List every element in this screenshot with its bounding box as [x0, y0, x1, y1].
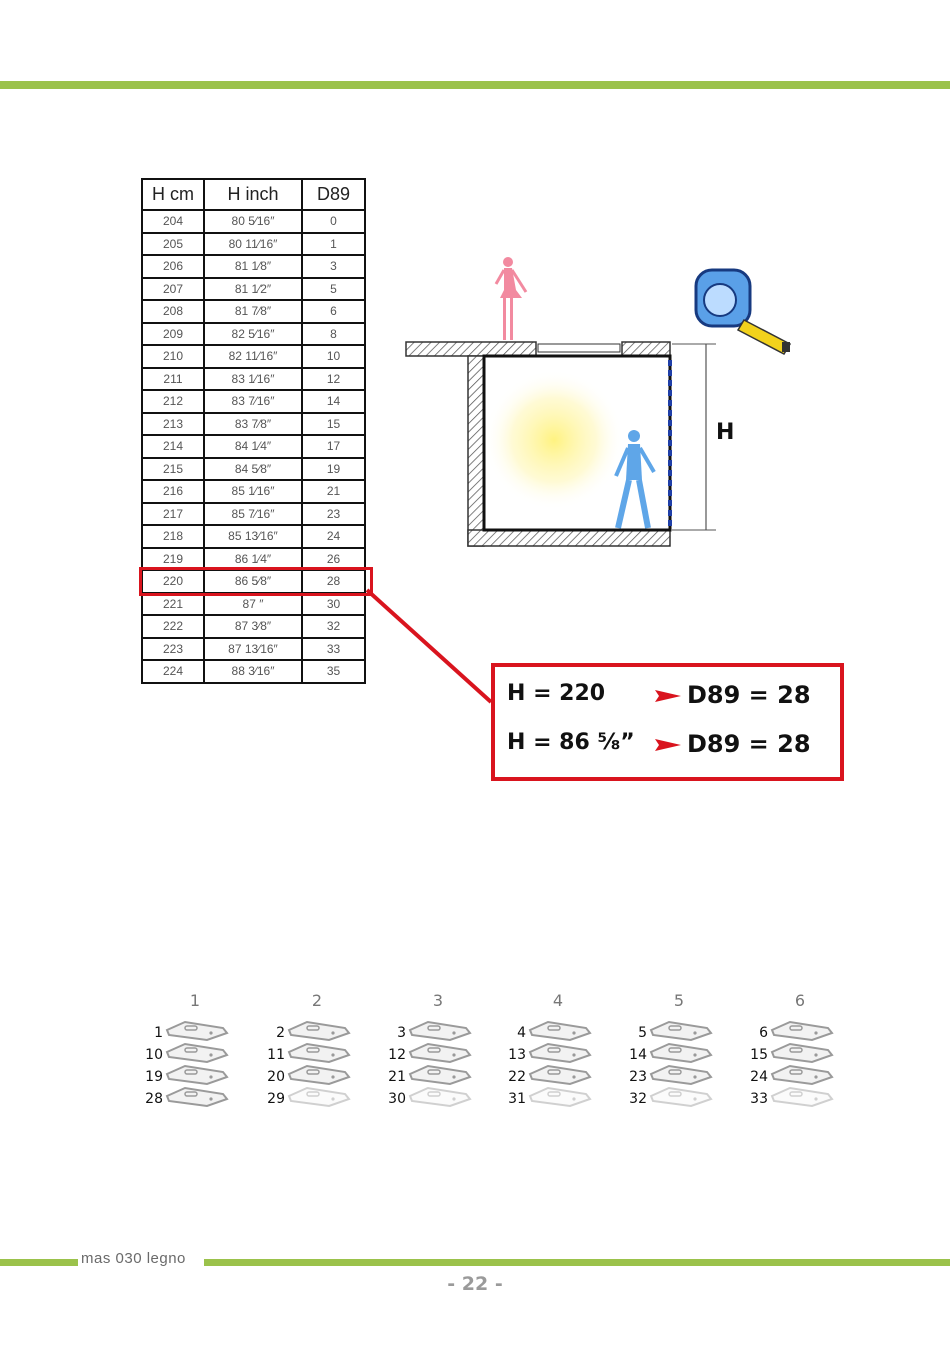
arrow-right-icon — [655, 689, 681, 703]
cell-d89: 15 — [302, 413, 365, 436]
cell-h-inch: 81 1⁄8″ — [204, 255, 302, 278]
floor-slab-left — [406, 342, 536, 356]
cell-d89: 8 — [302, 323, 365, 346]
col-header-h-cm: H cm — [142, 179, 204, 210]
cell-h-inch: 83 7⁄8″ — [204, 413, 302, 436]
stack-layer-number: 1 — [154, 1025, 163, 1041]
cell-h-cm: 204 — [142, 210, 204, 233]
cell-d89: 19 — [302, 458, 365, 481]
cell-d89: 3 — [302, 255, 365, 278]
cell-h-cm: 217 — [142, 503, 204, 526]
cell-d89: 32 — [302, 615, 365, 638]
spacer-plate-icon — [647, 1086, 715, 1112]
stack-layer-number: 10 — [145, 1047, 163, 1063]
woman-icon — [496, 257, 526, 340]
stack-layer-number: 2 — [276, 1025, 285, 1041]
stack-layer-number: 3 — [397, 1025, 406, 1041]
cell-h-cm: 211 — [142, 368, 204, 391]
cell-h-inch: 86 1⁄4″ — [204, 548, 302, 571]
stack-layer-number: 11 — [267, 1047, 285, 1063]
tape-measure-icon — [696, 270, 790, 354]
cell-h-inch: 85 1⁄16″ — [204, 480, 302, 503]
cell-h-inch: 82 5⁄16″ — [204, 323, 302, 346]
col-header-h-inch: H inch — [204, 179, 302, 210]
cell-h-cm: 210 — [142, 345, 204, 368]
cell-h-inch: 82 11⁄16″ — [204, 345, 302, 368]
cell-h-inch: 87 13⁄16″ — [204, 638, 302, 661]
cell-d89: 30 — [302, 593, 365, 616]
stack-layer-number: 31 — [508, 1091, 526, 1107]
cell-d89: 28 — [302, 570, 365, 593]
cell-h-cm: 218 — [142, 525, 204, 548]
cell-d89: 12 — [302, 368, 365, 391]
stack-layer-number: 30 — [388, 1091, 406, 1107]
cell-h-cm: 213 — [142, 413, 204, 436]
cell-h-inch: 85 13⁄16″ — [204, 525, 302, 548]
stack-layer-number: 19 — [145, 1069, 163, 1085]
shaft-wall — [468, 356, 484, 546]
cell-h-inch: 84 1⁄4″ — [204, 435, 302, 458]
stack-layer-number: 13 — [508, 1047, 526, 1063]
stack-layer-number: 32 — [629, 1091, 647, 1107]
result-height-cm: H = 220 — [507, 681, 606, 706]
cell-h-cm: 208 — [142, 300, 204, 323]
cell-h-cm: 209 — [142, 323, 204, 346]
cell-d89: 0 — [302, 210, 365, 233]
result-height-inch: H = 86 ⅝” — [507, 730, 635, 755]
brand-footer: mas 030 legno — [81, 1250, 186, 1267]
cell-h-cm: 224 — [142, 660, 204, 683]
floor-slab-right — [622, 342, 670, 356]
stack-group-title: 2 — [311, 991, 323, 1010]
spacer-plate-icon — [285, 1086, 353, 1112]
cell-h-cm: 219 — [142, 548, 204, 571]
stack-layer-number: 28 — [145, 1091, 163, 1107]
stack-group-title: 6 — [794, 991, 806, 1010]
cell-h-inch: 80 11⁄16″ — [204, 233, 302, 256]
arrow-right-icon — [655, 738, 681, 752]
ceiling-opening — [538, 344, 620, 352]
stack-layer-number: 6 — [759, 1025, 768, 1041]
shaft-diagram — [404, 250, 804, 550]
cell-h-cm: 216 — [142, 480, 204, 503]
cell-h-cm: 215 — [142, 458, 204, 481]
cell-h-inch: 81 7⁄8″ — [204, 300, 302, 323]
stack-group-title: 5 — [673, 991, 685, 1010]
stack-layer-number: 15 — [750, 1047, 768, 1063]
stack-layer-number: 24 — [750, 1069, 768, 1085]
cell-h-inch: 80 5⁄16″ — [204, 210, 302, 233]
cell-h-cm: 222 — [142, 615, 204, 638]
spacer-plate-icon — [768, 1086, 836, 1112]
stack-layer-number: 5 — [638, 1025, 647, 1041]
cell-d89: 24 — [302, 525, 365, 548]
stack-layer-number: 22 — [508, 1069, 526, 1085]
cell-h-cm: 223 — [142, 638, 204, 661]
spacer-plate-icon — [406, 1086, 474, 1112]
stack-layer-number: 29 — [267, 1091, 285, 1107]
stack-group-title: 1 — [189, 991, 201, 1010]
cell-d89: 35 — [302, 660, 365, 683]
cell-h-cm: 220 — [142, 570, 204, 593]
stack-layer-number: 20 — [267, 1069, 285, 1085]
stack-layer-number: 12 — [388, 1047, 406, 1063]
cell-h-cm: 205 — [142, 233, 204, 256]
result-d89-inch: D89 = 28 — [687, 730, 811, 758]
cell-h-inch: 83 1⁄16″ — [204, 368, 302, 391]
cell-d89: 5 — [302, 278, 365, 301]
cell-h-inch: 85 7⁄16″ — [204, 503, 302, 526]
cell-h-inch: 81 1⁄2″ — [204, 278, 302, 301]
floor-slab-bottom — [468, 530, 670, 546]
cell-h-inch: 87 ″ — [204, 593, 302, 616]
cell-d89: 17 — [302, 435, 365, 458]
cell-d89: 23 — [302, 503, 365, 526]
result-d89-cm: D89 = 28 — [687, 681, 811, 709]
cell-d89: 33 — [302, 638, 365, 661]
cell-d89: 6 — [302, 300, 365, 323]
cell-h-cm: 206 — [142, 255, 204, 278]
cell-d89: 26 — [302, 548, 365, 571]
page-number: - 22 - — [447, 1273, 503, 1295]
cell-h-inch: 86 5⁄8″ — [204, 570, 302, 593]
cell-h-cm: 207 — [142, 278, 204, 301]
stack-group-title: 4 — [552, 991, 564, 1010]
cell-h-inch: 84 5⁄8″ — [204, 458, 302, 481]
stack-layer-number: 21 — [388, 1069, 406, 1085]
cell-d89: 21 — [302, 480, 365, 503]
cell-h-cm: 214 — [142, 435, 204, 458]
cell-h-inch: 83 7⁄16″ — [204, 390, 302, 413]
col-header-d89: D89 — [302, 179, 365, 210]
stack-layer-number: 14 — [629, 1047, 647, 1063]
cell-h-inch: 87 3⁄8″ — [204, 615, 302, 638]
stack-layer-number: 23 — [629, 1069, 647, 1085]
cell-h-cm: 221 — [142, 593, 204, 616]
cell-h-cm: 212 — [142, 390, 204, 413]
stack-layer-number: 4 — [517, 1025, 526, 1041]
stack-group-title: 3 — [432, 991, 444, 1010]
cell-d89: 1 — [302, 233, 365, 256]
stack-layer-number: 33 — [750, 1091, 768, 1107]
spacer-plate-icon — [526, 1086, 594, 1112]
result-box — [491, 663, 844, 781]
cell-h-inch: 88 3⁄16″ — [204, 660, 302, 683]
cell-d89: 10 — [302, 345, 365, 368]
light-glow — [484, 370, 624, 510]
spacer-plate-icon — [163, 1086, 231, 1112]
height-label: H — [716, 420, 735, 445]
cell-d89: 14 — [302, 390, 365, 413]
